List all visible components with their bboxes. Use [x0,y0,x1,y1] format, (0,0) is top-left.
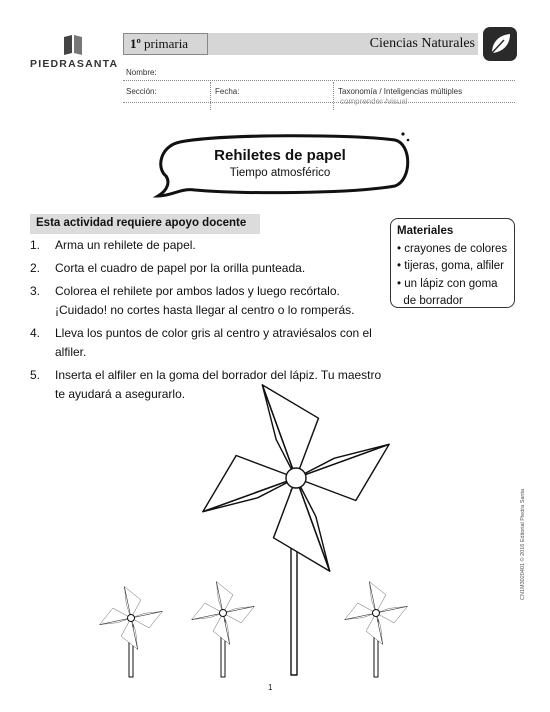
materials-title: Materiales [397,225,454,237]
title-cloud-frame [150,130,415,200]
step-number: 5. [30,368,41,382]
grade-number: 1º [130,36,141,51]
grade-label [123,33,208,55]
brand-logo: PIEDRASANTA [30,58,119,70]
material-item: de borrador [397,295,463,307]
material-item: • crayones de colores [397,242,508,255]
instruction-step [30,259,390,278]
date-label: Fecha: [215,87,240,96]
step-number: 1. [30,238,41,252]
instruction-step [30,236,390,255]
page-number: 1 [268,683,273,692]
pinwheel-illustration [0,370,550,682]
step-text: Lleva los puntos de color gris al centro y atraviésalos con el alfiler. [55,326,372,359]
material-item: • un lápiz con goma [397,277,498,290]
taxonomy-value: comprender /visual [340,97,408,106]
teacher-support-note: Esta actividad requiere apoyo docente [30,214,260,234]
step-number: 4. [30,326,41,340]
instruction-step [30,282,390,320]
copyright-code: CN1M3020401 © 2016 Editorial Piedra Santa [520,488,526,600]
taxonomy-label: Taxonomía / Inteligencias múltiples [338,87,463,96]
material-item: • tijeras, goma, alfiler [397,260,504,272]
name-field[interactable] [123,62,515,81]
step-number: 2. [30,261,41,275]
small-pinwheel-icon [100,587,163,677]
small-pinwheel-icon [192,582,255,677]
instruction-step [30,324,390,362]
subject-title: Ciencias Naturales [369,36,475,51]
date-divider [210,82,211,110]
section-label: Sección: [126,87,157,96]
activity-subtitle: Tiempo atmosférico [229,167,331,179]
grade-word: primaria [144,36,189,51]
step-number: 3. [30,284,41,298]
book-logo-icon [62,33,84,55]
small-pinwheel-icon [345,582,408,677]
leaf-icon [482,26,518,62]
step-text: Inserta el alfiler en la goma del borrador del lápiz. Tu maestro te ayudará a asegurarlo. [55,368,382,401]
name-label: Nombre: [126,68,157,77]
step-text: Arma un rehilete de papel. [55,238,196,252]
step-text: Corta el cuadro de papel por la orilla punteada. [55,261,306,275]
step-text: Colorea el rehilete por ambos lados y luego recórtalo. ¡Cuidado! no cortes hasta llegar al centro o lo romperás. [55,284,355,317]
activity-title: Rehiletes de papel [214,147,346,164]
taxonomy-divider [333,82,334,110]
materials-box [390,218,515,308]
